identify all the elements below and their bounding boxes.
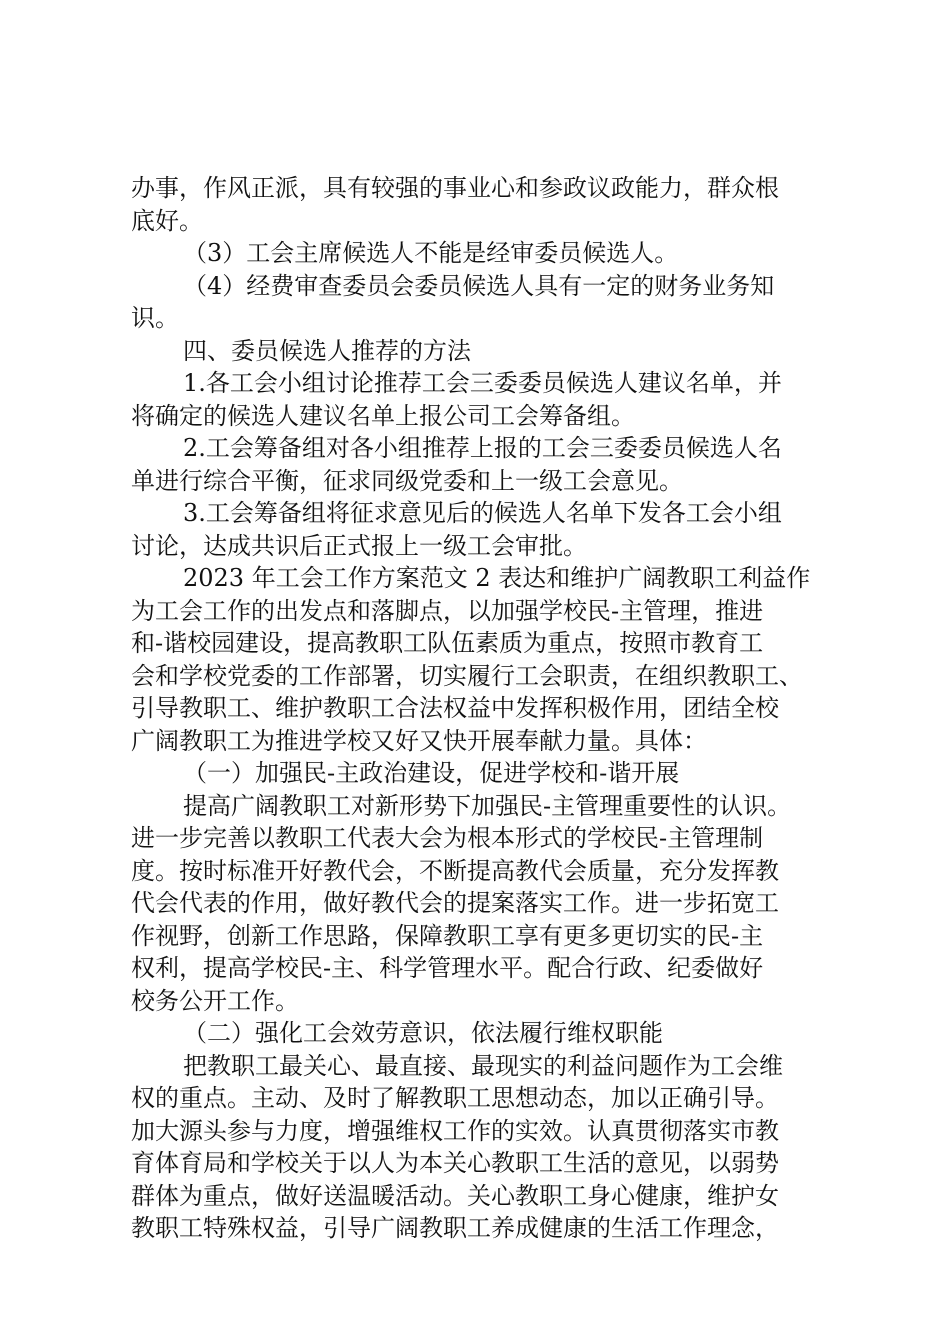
text-line: 代会代表的作用，做好教代会的提案落实工作。进一步拓宽工 <box>131 889 779 917</box>
text-line: 将确定的候选人建议名单上报公司工会筹备组。 <box>131 401 635 430</box>
text-line: 为工会工作的出发点和落脚点，以加强学校民-主管理，推进 <box>131 596 764 625</box>
text-line: 底好。 <box>131 206 203 235</box>
text-line: 权的重点。主动、及时了解教职工思想动态，加以正确引导。 <box>131 1084 779 1112</box>
text-line: 和-谐校园建设，提高教职工队伍素质为重点，按照市教育工 <box>131 629 764 657</box>
text-line: 讨论，达成共识后正式报上一级工会审批。 <box>131 531 587 560</box>
text-line: 2.工会筹备组对各小组推荐上报的工会三委委员候选人名 <box>183 434 782 462</box>
text-line: 广阔教职工为推进学校又好又快开展奉献力量。具体： <box>131 726 707 755</box>
text-line: 会和学校党委的工作部署，切实履行工会职责，在组织教职工、 <box>131 661 803 690</box>
text-line: 1.各工会小组讨论推荐工会三委委员候选人建议名单，并 <box>183 369 782 397</box>
text-line: （3）工会主席候选人不能是经审委员候选人。 <box>183 239 679 267</box>
text-line: 3.工会筹备组将征求意见后的候选人名单下发各工会小组 <box>183 499 782 527</box>
text-line: 2023 年工会工作方案范文 2 表达和维护广阔教职工利益作 <box>183 564 811 592</box>
text-line: 群体为重点，做好送温暖活动。关心教职工身心健康，维护女 <box>131 1181 779 1210</box>
text-line: 校务公开工作。 <box>131 986 299 1015</box>
document-body <box>131 172 831 1245</box>
text-line: 识。 <box>131 304 179 332</box>
text-line: 提高广阔教职工对新形势下加强民-主管理重要性的认识。 <box>183 791 792 820</box>
text-line: 办事，作风正派，具有较强的事业心和参政议政能力，群众根 <box>131 174 779 202</box>
text-line: 加大源头参与力度，增强维权工作的实效。认真贯彻落实市教 <box>131 1116 779 1145</box>
text-line: 度。按时标准开好教代会，不断提高教代会质量，充分发挥教 <box>131 856 779 885</box>
text-line: 引导教职工、维护教职工合法权益中发挥积极作用，团结全校 <box>131 694 779 722</box>
text-line: 权利，提高学校民-主、科学管理水平。配合行政、纪委做好 <box>131 954 764 982</box>
text-line: （一）加强民-主政治建设，促进学校和-谐开展 <box>183 759 680 787</box>
text-line: 进一步完善以教职工代表大会为根本形式的学校民-主管理制 <box>131 824 764 852</box>
text-line: 教职工特殊权益，引导广阔教职工养成健康的生活工作理念， <box>131 1214 779 1242</box>
text-line: 四、委员候选人推荐的方法 <box>183 336 471 365</box>
text-line: （4）经费审查委员会委员候选人具有一定的财务业务知 <box>183 271 775 300</box>
text-line: 育体育局和学校关于以人为本关心教职工生活的意见，以弱势 <box>131 1149 779 1177</box>
text-line: 作视野，创新工作思路，保障教职工享有更多更切实的民-主 <box>131 921 764 950</box>
text-line: 单进行综合平衡，征求同级党委和上一级工会意见。 <box>131 466 683 495</box>
text-line: （二）强化工会效劳意识，依法履行维权职能 <box>183 1019 663 1047</box>
text-line: 把教职工最关心、最直接、最现实的利益问题作为工会维 <box>183 1051 783 1080</box>
